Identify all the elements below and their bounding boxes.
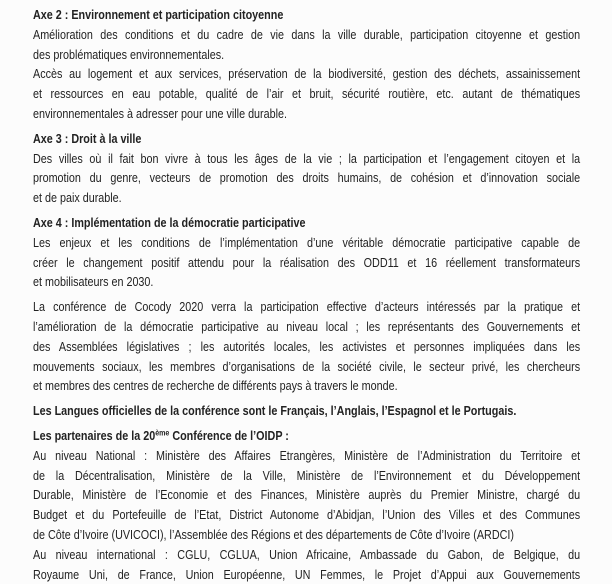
axe3-heading <box>33 129 580 149</box>
text-segment: Conférence de l’OIDP : <box>169 427 289 443</box>
text-line: et ressources en eau potable, qualité de l’air et bruit, sécurité routière, etc. autant de thématiques <box>33 86 581 102</box>
text-line: Les enjeux et les conditions de l’implémentation d’une véritable démocratie participative capable de <box>33 234 581 250</box>
partners-international-paragraph <box>33 545 580 584</box>
text-line: des problématiques environnementales. <box>33 46 225 62</box>
text-line: et membres des centres de recherche de différents pays à travers le monde. <box>33 378 398 394</box>
text-line: et de paix durable. <box>33 190 122 206</box>
axe4-heading <box>33 213 580 233</box>
superscript-text: ème <box>155 427 170 438</box>
text-line: créer le changement positif attendu pour la réalisation des ODD11 et 16 réellement transformateurs <box>33 254 581 270</box>
text-line: de la Décentralisation, Ministère de la Ville, Ministère de l’Environnement et du Développement <box>33 467 581 483</box>
text-line: environnementales à adresser pour une ville durable. <box>33 105 288 121</box>
axe2-paragraph-2 <box>33 64 580 123</box>
text-line: Des villes où il fait bon vivre à tous les âges de la vie ; la participation et l’engagement citoyen et la <box>33 150 581 166</box>
text-line: Au niveau National : Ministère des Affaires Etrangères, Ministère de l’Administration du Territoire et <box>33 447 581 463</box>
text-line: Budget et du Portefeuille de l’Etat, District Autonome d’Abidjan, l’Union des Villes et des Communes <box>33 507 581 523</box>
axe2-paragraph-1 <box>33 25 580 65</box>
text-line: La conférence de Cocody 2020 verra la participation effective d’acteurs intéressés par la pratique et <box>33 299 581 315</box>
text-line: Axe 4 : Implémentation de la démocratie participative <box>33 214 306 230</box>
text-segment: Les partenaires de la 20 <box>33 427 156 443</box>
conference-paragraph <box>33 297 580 396</box>
text-line: promotion du genre, vecteurs de promotion des droits humains, de cohésion et d’innovation sociale <box>33 170 581 186</box>
languages-line <box>33 401 580 421</box>
text-line: Amélioration des conditions et du cadre de vie dans la ville durable, participation citoyenne et gestion <box>33 26 581 42</box>
partners-heading <box>33 426 580 446</box>
text-line: Au niveau international : CGLU, CGLUA, Union Africaine, Ambassade du Gabon, de Belgique, du <box>33 546 581 562</box>
text-line: de Côte d’Ivoire (UVICOCI), l’Assemblée des Régions et des départements de Côte d’Ivoire (ARDCI) <box>33 526 514 542</box>
text-line <box>33 426 580 446</box>
text-line: mouvements sociaux, les membres d’organisations de la société civile, le secteur privé, les chercheurs <box>33 358 581 374</box>
text-line: Axe 2 : Environnement et participation citoyenne <box>33 7 284 22</box>
axe3-paragraph <box>33 149 580 208</box>
document-body <box>33 5 580 584</box>
axe2-heading <box>33 5 580 25</box>
axe4-paragraph <box>33 233 580 292</box>
text-line: et mobilisateurs en 2030. <box>33 274 154 290</box>
text-line: Accès au logement et aux services, préservation de la biodiversité, gestion des déchets, assainissement <box>33 66 581 82</box>
text-line: Royaume Uni, de France, Union Européenne, UN Femmes, le Projet d’Appui aux Gouvernements <box>33 566 581 582</box>
text-line: Durable, Ministère de l’Economie et des Finances, Ministère auprès du Premier Ministre, chargé du <box>33 487 581 503</box>
partners-national-paragraph <box>33 446 580 545</box>
text-line: Axe 3 : Droit à la ville <box>33 130 142 146</box>
text-line: des Assemblées législatives ; les autorités locales, les activistes et personnes impliquées dans les <box>33 338 581 354</box>
text-line: l’amélioration de la démocratie participative au niveau local ; les représentants des Gouvernements et <box>33 318 581 334</box>
text-line: Les Langues officielles de la conférence sont le Français, l’Anglais, l’Espagnol et le Portugais. <box>33 403 517 419</box>
